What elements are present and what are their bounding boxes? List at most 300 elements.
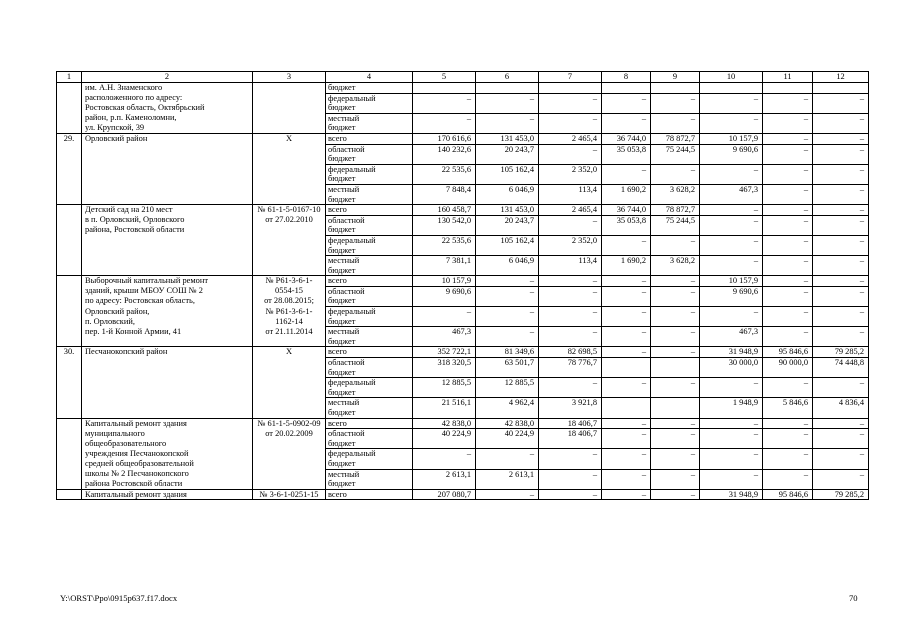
- funding-source-cell: бюджет: [326, 246, 413, 256]
- amount-cell: [602, 439, 651, 449]
- amount-cell: –: [700, 418, 763, 429]
- amount-cell: [476, 83, 539, 94]
- row-number: [57, 103, 82, 113]
- object-name-cell: общеобразовательного: [82, 439, 253, 449]
- amount-cell: –: [813, 133, 869, 144]
- row-number: [57, 296, 82, 306]
- amount-cell: 9 690,6: [413, 286, 476, 296]
- amount-cell: [813, 225, 869, 235]
- row-number: [57, 469, 82, 479]
- col-header: 11: [763, 72, 813, 83]
- amount-cell: –: [813, 429, 869, 439]
- amount-cell: –: [763, 256, 813, 266]
- amount-cell: [763, 225, 813, 235]
- row-number: [57, 489, 82, 500]
- amount-cell: [813, 174, 869, 184]
- funding-source-cell: федеральный: [326, 93, 413, 103]
- amount-cell: 20 243,7: [476, 215, 539, 225]
- row-number: [57, 144, 82, 154]
- amount-cell: –: [602, 347, 651, 358]
- amount-cell: [539, 103, 602, 113]
- funding-source-cell: местный: [326, 327, 413, 337]
- document-number-cell: [253, 439, 326, 449]
- object-name-cell: [82, 388, 253, 398]
- amount-cell: [700, 479, 763, 489]
- amount-cell: 95 846,6: [763, 489, 813, 500]
- amount-cell: 40 224,9: [476, 429, 539, 439]
- amount-cell: [476, 246, 539, 256]
- row-number: [57, 398, 82, 408]
- document-number-cell: [253, 388, 326, 398]
- amount-cell: [763, 195, 813, 205]
- object-name-cell: учреждения Песчанокопской: [82, 449, 253, 459]
- row-number: [57, 439, 82, 449]
- amount-cell: –: [476, 449, 539, 459]
- amount-cell: –: [763, 286, 813, 296]
- document-number-cell: [253, 144, 326, 154]
- amount-cell: –: [763, 276, 813, 287]
- amount-cell: –: [651, 418, 700, 429]
- amount-cell: –: [602, 418, 651, 429]
- amount-cell: –: [700, 307, 763, 317]
- amount-cell: –: [700, 113, 763, 123]
- amount-cell: –: [602, 327, 651, 337]
- document-number-cell: [253, 123, 326, 133]
- row-number: [57, 235, 82, 245]
- funding-source-cell: бюджет: [326, 83, 413, 94]
- object-name-cell: Выборочный капитальный ремонт: [82, 276, 253, 287]
- amount-cell: –: [602, 93, 651, 103]
- funding-source-cell: бюджет: [326, 296, 413, 306]
- table-row: [57, 205, 869, 216]
- amount-cell: [651, 174, 700, 184]
- funding-source-cell: бюджет: [326, 154, 413, 164]
- row-number: [57, 459, 82, 469]
- amount-cell: [651, 195, 700, 205]
- amount-cell: –: [602, 429, 651, 439]
- document-number-cell: [253, 164, 326, 174]
- document-number-cell: 0554-15: [253, 286, 326, 296]
- col-header: 5: [413, 72, 476, 83]
- amount-cell: 18 406,7: [539, 429, 602, 439]
- funding-source-cell: областной: [326, 144, 413, 154]
- amount-cell: –: [602, 276, 651, 287]
- document-number-cell: [253, 337, 326, 347]
- amount-cell: [813, 266, 869, 276]
- amount-cell: –: [763, 418, 813, 429]
- object-name-cell: района Ростовской области: [82, 479, 253, 489]
- object-name-cell: Капитальный ремонт здания: [82, 418, 253, 429]
- amount-cell: [651, 83, 700, 94]
- amount-cell: [413, 123, 476, 133]
- row-number: [57, 83, 82, 94]
- amount-cell: [602, 317, 651, 327]
- row-number: [57, 317, 82, 327]
- table-row: [57, 286, 869, 296]
- amount-cell: [539, 459, 602, 469]
- amount-cell: [700, 266, 763, 276]
- amount-cell: 3 921,8: [539, 398, 602, 408]
- document-number-cell: [253, 225, 326, 235]
- document-number-cell: № Р61-3-6-1-: [253, 276, 326, 287]
- table-row: [57, 154, 869, 164]
- amount-cell: [602, 123, 651, 133]
- amount-cell: 113,4: [539, 184, 602, 194]
- amount-cell: [539, 123, 602, 133]
- amount-cell: [813, 154, 869, 164]
- amount-cell: 170 616,6: [413, 133, 476, 144]
- table-row: [57, 133, 869, 144]
- amount-cell: –: [813, 93, 869, 103]
- funding-source-cell: бюджет: [326, 439, 413, 449]
- amount-cell: [476, 459, 539, 469]
- col-header: 12: [813, 72, 869, 83]
- amount-cell: [413, 317, 476, 327]
- amount-cell: 22 535,6: [413, 164, 476, 174]
- amount-cell: [602, 195, 651, 205]
- amount-cell: [651, 225, 700, 235]
- table-row: [57, 276, 869, 287]
- amount-cell: –: [700, 205, 763, 216]
- funding-source-cell: бюджет: [326, 317, 413, 327]
- amount-cell: –: [763, 93, 813, 103]
- col-header: 10: [700, 72, 763, 83]
- amount-cell: 6 046,9: [476, 256, 539, 266]
- amount-cell: –: [813, 286, 869, 296]
- amount-cell: [651, 398, 700, 408]
- funding-source-cell: федеральный: [326, 307, 413, 317]
- amount-cell: [700, 337, 763, 347]
- amount-cell: –: [413, 449, 476, 459]
- amount-cell: [413, 154, 476, 164]
- amount-cell: [476, 225, 539, 235]
- amount-cell: [651, 479, 700, 489]
- object-name-cell: [82, 256, 253, 266]
- budget-table: [56, 71, 869, 500]
- object-name-cell: [82, 235, 253, 245]
- row-number: [57, 123, 82, 133]
- row-number: [57, 174, 82, 184]
- amount-cell: 318 320,5: [413, 358, 476, 368]
- row-number: [57, 408, 82, 418]
- funding-source-cell: бюджет: [326, 225, 413, 235]
- amount-cell: –: [602, 307, 651, 317]
- amount-cell: [602, 246, 651, 256]
- col-header: 2: [82, 72, 253, 83]
- amount-cell: [602, 225, 651, 235]
- col-header: 7: [539, 72, 602, 83]
- table-row: [57, 246, 869, 256]
- amount-cell: [651, 388, 700, 398]
- amount-cell: 2 352,0: [539, 235, 602, 245]
- amount-cell: –: [651, 489, 700, 500]
- amount-cell: [813, 439, 869, 449]
- amount-cell: –: [476, 286, 539, 296]
- amount-cell: –: [476, 489, 539, 500]
- amount-cell: 140 232,6: [413, 144, 476, 154]
- amount-cell: [602, 266, 651, 276]
- amount-cell: [539, 368, 602, 378]
- amount-cell: –: [413, 113, 476, 123]
- amount-cell: 9 690,6: [700, 286, 763, 296]
- document-number-cell: [253, 358, 326, 368]
- amount-cell: –: [763, 205, 813, 216]
- amount-cell: [602, 479, 651, 489]
- amount-cell: [476, 317, 539, 327]
- table-row: [57, 469, 869, 479]
- amount-cell: [700, 103, 763, 113]
- object-name-cell: [82, 266, 253, 276]
- amount-cell: [602, 388, 651, 398]
- amount-cell: [602, 296, 651, 306]
- funding-source-cell: федеральный: [326, 378, 413, 388]
- amount-cell: [763, 439, 813, 449]
- amount-cell: [413, 388, 476, 398]
- amount-cell: 105 162,4: [476, 164, 539, 174]
- table-row: [57, 479, 869, 489]
- funding-source-cell: всего: [326, 489, 413, 500]
- amount-cell: 12 885,5: [476, 378, 539, 388]
- amount-cell: 4 836,4: [813, 398, 869, 408]
- amount-cell: 113,4: [539, 256, 602, 266]
- col-header: 4: [326, 72, 413, 83]
- amount-cell: –: [651, 449, 700, 459]
- document-number-cell: [253, 449, 326, 459]
- amount-cell: [413, 368, 476, 378]
- amount-cell: [763, 154, 813, 164]
- table-row: [57, 459, 869, 469]
- amount-cell: 31 948,9: [700, 347, 763, 358]
- amount-cell: –: [763, 449, 813, 459]
- amount-cell: [700, 246, 763, 256]
- amount-cell: [413, 195, 476, 205]
- table-row: [57, 144, 869, 154]
- object-name-cell: [82, 174, 253, 184]
- amount-cell: [651, 358, 700, 368]
- amount-cell: [602, 398, 651, 408]
- amount-cell: 95 846,6: [763, 347, 813, 358]
- amount-cell: [476, 368, 539, 378]
- table-row: [57, 378, 869, 388]
- amount-cell: [539, 296, 602, 306]
- amount-cell: –: [700, 93, 763, 103]
- object-name-cell: Орловский район,: [82, 307, 253, 317]
- row-number: [57, 368, 82, 378]
- file-path: Y:\ORST\Ppo\0915p637.f17.docx: [60, 593, 178, 603]
- table-row: [57, 418, 869, 429]
- amount-cell: –: [651, 327, 700, 337]
- amount-cell: 75 244,5: [651, 215, 700, 225]
- amount-cell: 2 465,4: [539, 133, 602, 144]
- row-number: [57, 215, 82, 225]
- object-name-cell: [82, 337, 253, 347]
- amount-cell: 4 962,4: [476, 398, 539, 408]
- amount-cell: –: [651, 429, 700, 439]
- amount-cell: –: [763, 429, 813, 439]
- amount-cell: –: [700, 164, 763, 174]
- amount-cell: –: [539, 113, 602, 123]
- col-header: 8: [602, 72, 651, 83]
- row-number: 30.: [57, 347, 82, 358]
- amount-cell: [602, 368, 651, 378]
- document-number-cell: 1162-14: [253, 317, 326, 327]
- amount-cell: [651, 459, 700, 469]
- amount-cell: [539, 154, 602, 164]
- amount-cell: [651, 123, 700, 133]
- amount-cell: 21 516,1: [413, 398, 476, 408]
- amount-cell: [413, 83, 476, 94]
- amount-cell: [539, 439, 602, 449]
- amount-cell: [700, 408, 763, 418]
- amount-cell: [651, 317, 700, 327]
- amount-cell: 22 535,6: [413, 235, 476, 245]
- funding-source-cell: местный: [326, 469, 413, 479]
- amount-cell: [476, 154, 539, 164]
- amount-cell: [700, 439, 763, 449]
- amount-cell: 20 243,7: [476, 144, 539, 154]
- amount-cell: [476, 388, 539, 398]
- funding-source-cell: бюджет: [326, 103, 413, 113]
- amount-cell: 35 053,8: [602, 144, 651, 154]
- table-row: [57, 429, 869, 439]
- object-name-cell: Капитальный ремонт здания: [82, 489, 253, 500]
- document-number-cell: [253, 368, 326, 378]
- amount-cell: 18 406,7: [539, 418, 602, 429]
- table-row: [57, 164, 869, 174]
- amount-cell: –: [813, 164, 869, 174]
- object-name-cell: [82, 195, 253, 205]
- amount-cell: [813, 479, 869, 489]
- amount-cell: [651, 296, 700, 306]
- row-number: [57, 479, 82, 489]
- amount-cell: [763, 174, 813, 184]
- table-row: [57, 307, 869, 317]
- document-number-cell: от 28.08.2015;: [253, 296, 326, 306]
- amount-cell: [813, 103, 869, 113]
- amount-cell: [413, 225, 476, 235]
- table-row: [57, 296, 869, 306]
- amount-cell: –: [651, 286, 700, 296]
- amount-cell: [763, 388, 813, 398]
- amount-cell: [813, 195, 869, 205]
- amount-cell: [602, 459, 651, 469]
- amount-cell: [476, 439, 539, 449]
- document-number-cell: [253, 378, 326, 388]
- amount-cell: –: [651, 113, 700, 123]
- amount-cell: –: [413, 93, 476, 103]
- funding-source-cell: бюджет: [326, 388, 413, 398]
- amount-cell: 131 453,0: [476, 133, 539, 144]
- object-name-cell: [82, 164, 253, 174]
- object-name-cell: пер. 1-й Конной Армии, 41: [82, 327, 253, 337]
- funding-source-cell: бюджет: [326, 195, 413, 205]
- amount-cell: 42 838,0: [476, 418, 539, 429]
- funding-source-cell: федеральный: [326, 164, 413, 174]
- amount-cell: 74 448,8: [813, 358, 869, 368]
- document-number-cell: № 61-1-5-0902-09: [253, 418, 326, 429]
- amount-cell: –: [700, 449, 763, 459]
- amount-cell: –: [763, 378, 813, 388]
- amount-cell: 207 080,7: [413, 489, 476, 500]
- object-name-cell: [82, 154, 253, 164]
- amount-cell: –: [763, 469, 813, 479]
- table-row: [57, 489, 869, 500]
- funding-source-cell: бюджет: [326, 337, 413, 347]
- funding-source-cell: бюджет: [326, 408, 413, 418]
- object-name-cell: [82, 184, 253, 194]
- amount-cell: [539, 408, 602, 418]
- object-name-cell: зданий, крыши МБОУ СОШ № 2: [82, 286, 253, 296]
- amount-cell: –: [602, 286, 651, 296]
- amount-cell: [413, 408, 476, 418]
- table-body: [57, 83, 869, 500]
- amount-cell: [539, 246, 602, 256]
- amount-cell: 36 744,0: [602, 205, 651, 216]
- row-number: [57, 266, 82, 276]
- amount-cell: 78 872,7: [651, 133, 700, 144]
- table-row: [57, 103, 869, 113]
- amount-cell: 2 613,1: [476, 469, 539, 479]
- amount-cell: [476, 195, 539, 205]
- amount-cell: 12 885,5: [413, 378, 476, 388]
- amount-cell: [763, 459, 813, 469]
- amount-cell: –: [813, 276, 869, 287]
- object-name-cell: [82, 358, 253, 368]
- document-number-cell: [253, 235, 326, 245]
- table-row: [57, 266, 869, 276]
- amount-cell: [413, 459, 476, 469]
- amount-cell: 131 453,0: [476, 205, 539, 216]
- amount-cell: 36 744,0: [602, 133, 651, 144]
- funding-source-cell: бюджет: [326, 459, 413, 469]
- row-number: [57, 307, 82, 317]
- amount-cell: [476, 103, 539, 113]
- amount-cell: –: [651, 469, 700, 479]
- amount-cell: [763, 296, 813, 306]
- amount-cell: –: [539, 469, 602, 479]
- amount-cell: [651, 246, 700, 256]
- object-name-cell: [82, 144, 253, 154]
- amount-cell: [539, 337, 602, 347]
- amount-cell: [813, 459, 869, 469]
- amount-cell: [763, 246, 813, 256]
- amount-cell: –: [813, 469, 869, 479]
- amount-cell: 467,3: [700, 327, 763, 337]
- table-row: [57, 195, 869, 205]
- amount-cell: 79 285,2: [813, 347, 869, 358]
- amount-cell: [651, 103, 700, 113]
- document-number-cell: X: [253, 133, 326, 144]
- amount-cell: –: [813, 205, 869, 216]
- amount-cell: 82 698,5: [539, 347, 602, 358]
- amount-cell: –: [813, 215, 869, 225]
- object-name-cell: Детский сад на 210 мест: [82, 205, 253, 216]
- document-number-cell: № Р61-3-6-1-: [253, 307, 326, 317]
- amount-cell: –: [539, 449, 602, 459]
- document-number-cell: № 3-6-1-0251-15: [253, 489, 326, 500]
- amount-cell: [700, 317, 763, 327]
- amount-cell: –: [651, 307, 700, 317]
- amount-cell: –: [539, 327, 602, 337]
- document-number-cell: [253, 174, 326, 184]
- amount-cell: –: [651, 93, 700, 103]
- funding-source-cell: местный: [326, 256, 413, 266]
- amount-cell: –: [763, 307, 813, 317]
- amount-cell: 352 722,1: [413, 347, 476, 358]
- document-number-cell: [253, 154, 326, 164]
- amount-cell: –: [539, 286, 602, 296]
- funding-source-cell: всего: [326, 418, 413, 429]
